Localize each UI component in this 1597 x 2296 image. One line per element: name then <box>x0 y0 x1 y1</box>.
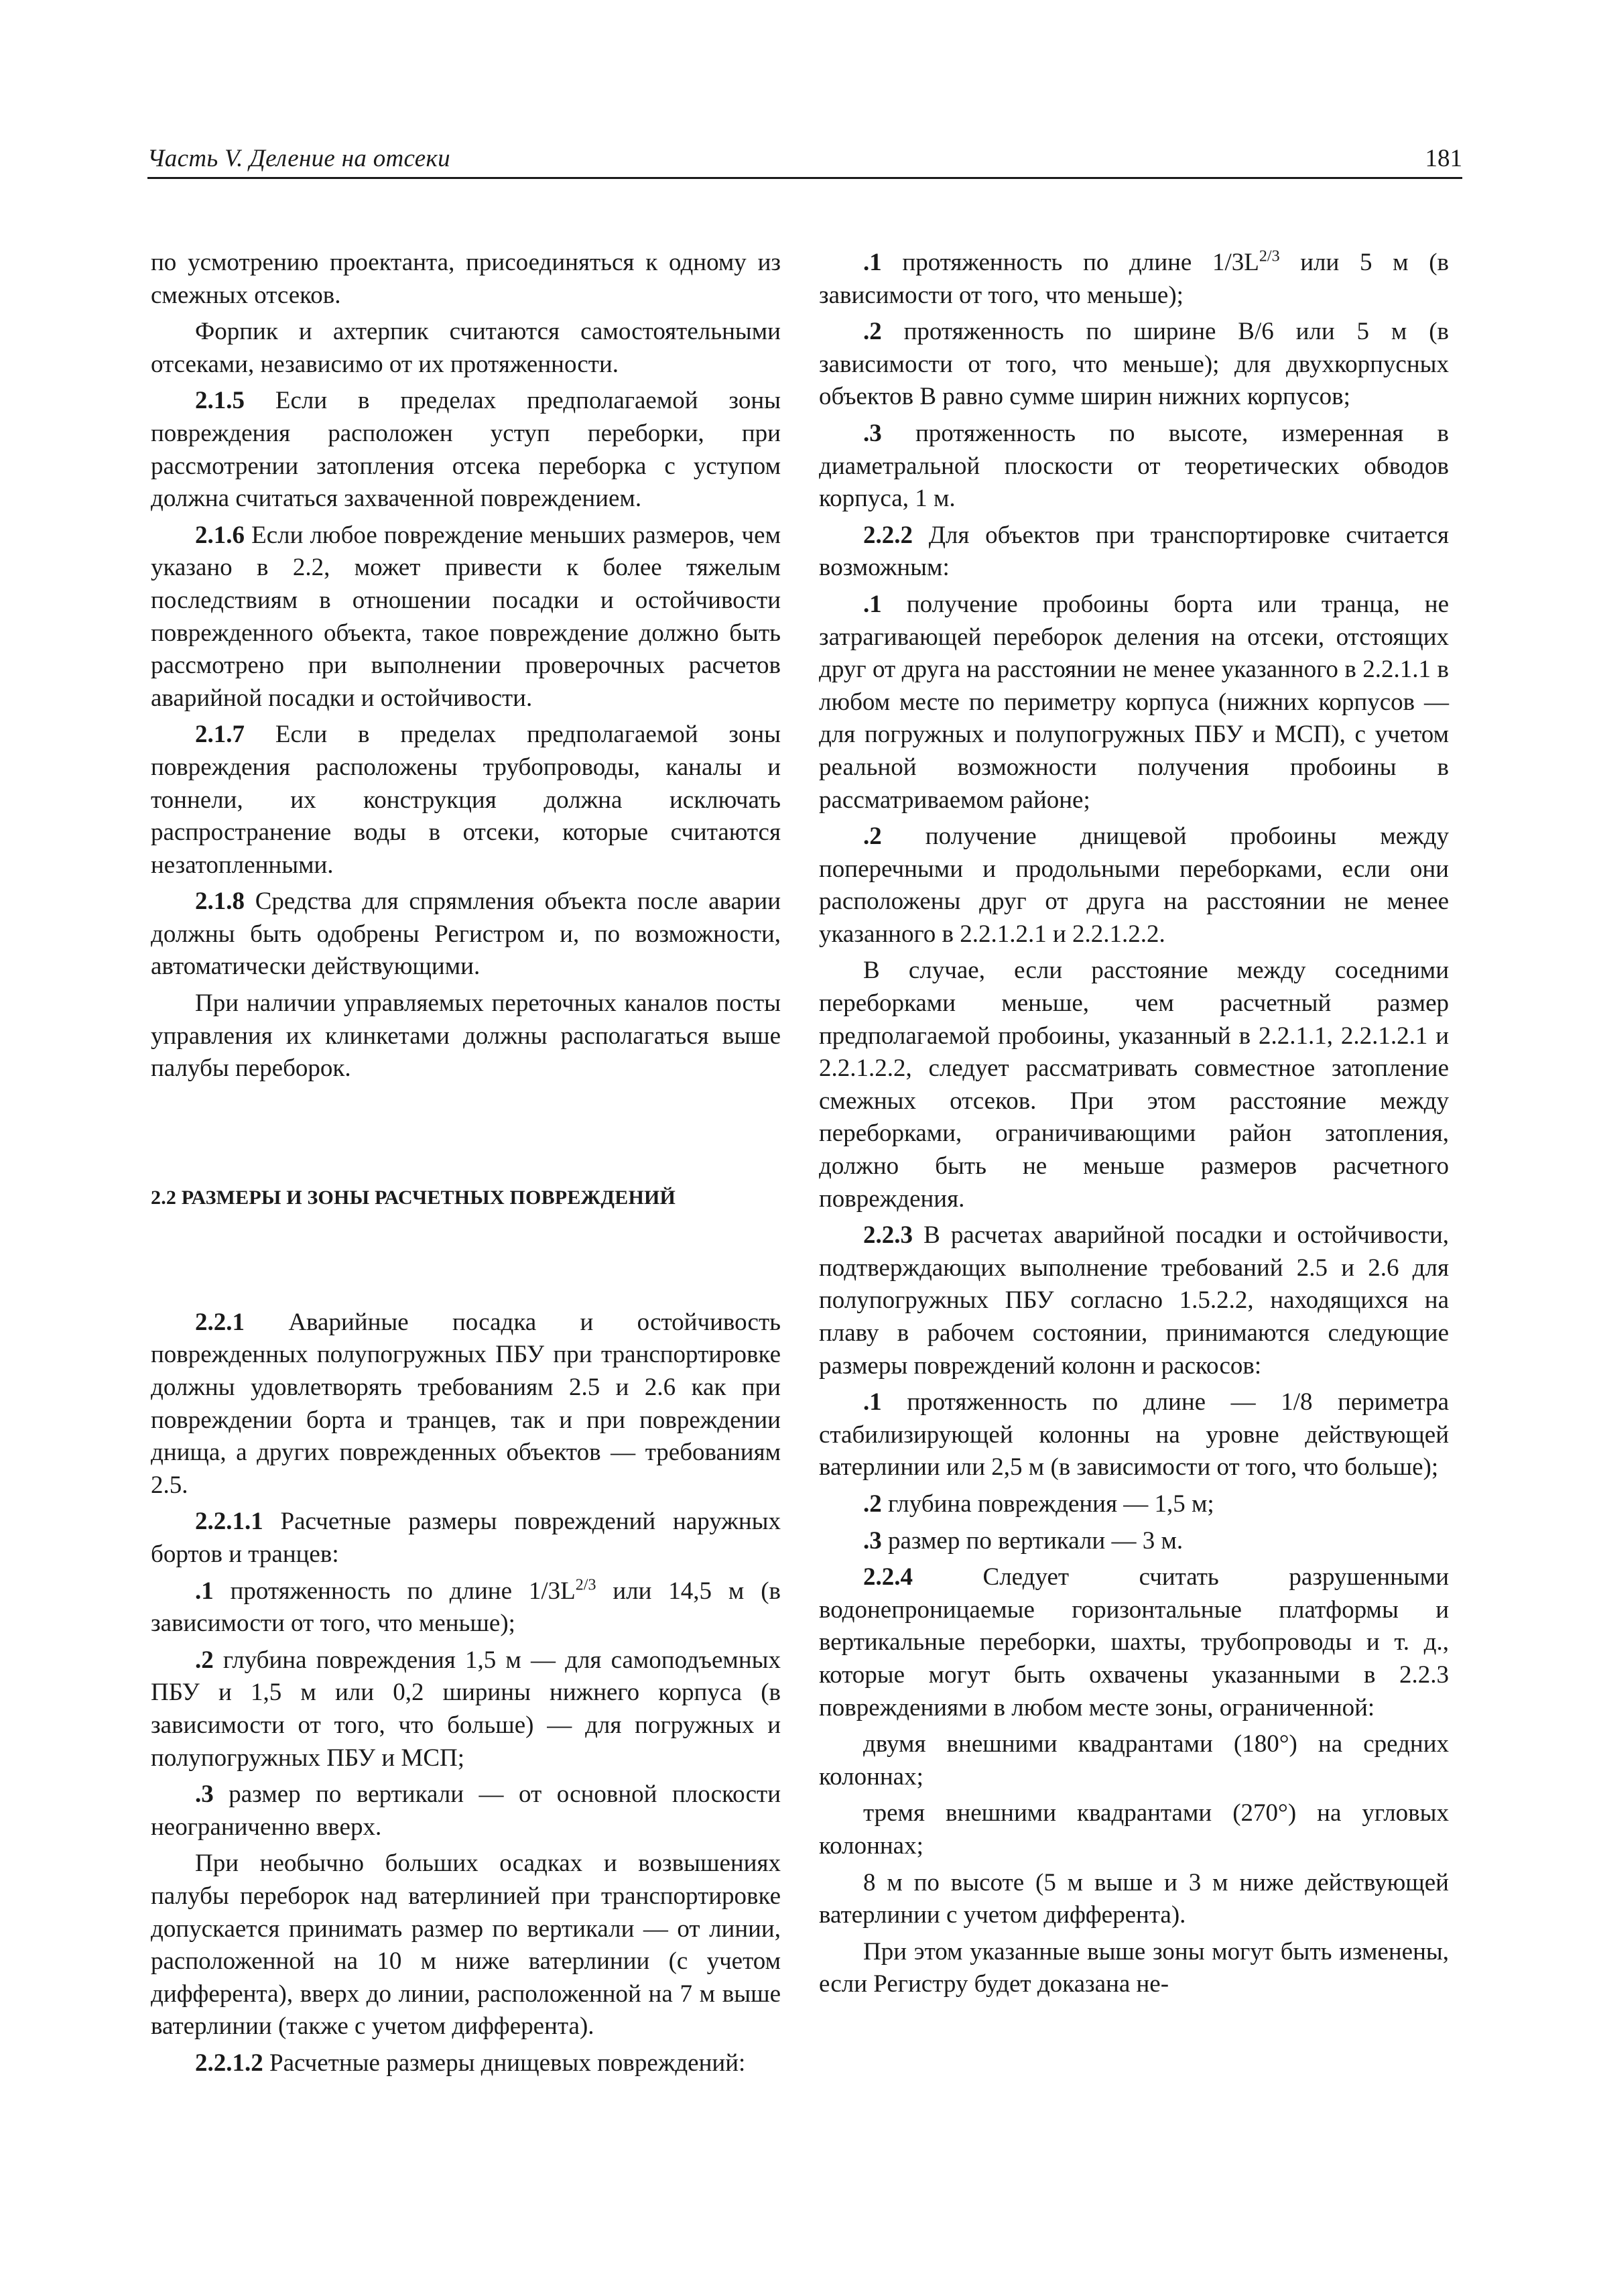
paragraph: При наличии управляемых переточных каналов посты управления их клинкетами должны располагаться выше палубы переборок. <box>151 989 781 1083</box>
paragraph: Форпик и ахтерпик считаются самостоятельными отсеками, независимо от их протяженности. <box>151 318 781 378</box>
item-text: протяженность по длине 1/3L <box>213 1577 576 1605</box>
item-number: .3 <box>195 1780 214 1809</box>
clause-text: Средства для спрямления объекта после аварии должны быть одобрены Регистром и, по возможности, автоматически действующими. <box>151 888 781 981</box>
paragraph <box>819 316 1449 414</box>
clause-number: 2.2.3 <box>863 1221 913 1250</box>
paragraph <box>151 1644 781 1774</box>
left-column <box>151 247 781 2084</box>
paragraph <box>151 886 781 983</box>
item-number: .1 <box>863 590 882 618</box>
paragraph <box>819 1386 1449 1484</box>
paragraph <box>819 520 1449 585</box>
paragraph: тремя внешними квадрантами (270°) на угловых колоннах; <box>819 1799 1449 1860</box>
paragraph <box>819 589 1449 817</box>
clause-number: 2.2.1.2 <box>195 2049 263 2077</box>
item-text: получение днищевой пробоины между поперечными и продольными переборками, если они расположены друг от друга на расстоянии не менее указанного в 2.2.1.2.1 и 2.2.1.2.2. <box>819 823 1449 948</box>
superscript: 2/3 <box>1259 247 1280 265</box>
paragraph: В случае, если расстояние между соседними переборками меньше, чем расчетный размер предполагаемой пробоины, указанный в 2.2.1.1, 2.2.1.2.1 и 2.2.1.2.2, следует рассматривать совместное затопление смежных отсеков. При этом расстояние между переборками, ограничивающими район затопления, должно быть не меньше размеров расчетного повреждения. <box>819 957 1449 1213</box>
clause-number: 2.2.1 <box>195 1308 245 1336</box>
clause-text: Расчетные размеры днищевых повреждений: <box>263 2049 746 2077</box>
item-number: .2 <box>863 318 882 346</box>
clause-text: Если любое повреждение меньших размеров, чем указано в 2.2, может привести к более тяжелым последствиям в отношении посадки и остойчивости поврежденного объекта, такое повреждение должно быть рассмотрено при выполнении проверочных расчетов аварийной посадки и остойчивости. <box>151 521 781 712</box>
clause-number: 2.1.6 <box>195 521 245 549</box>
paragraph <box>151 1506 781 1571</box>
section-title: 2.2 РАЗМЕРЫ И ЗОНЫ РАСЧЕТНЫХ ПОВРЕЖДЕНИЙ <box>151 1186 676 1209</box>
item-number: .1 <box>195 1577 214 1605</box>
item-text: протяженность по длине — 1/8 периметра стабилизирующей колонны на уровне действующей ватерлинии или 2,5 м (в зависимости от того, что больше); <box>819 1388 1449 1482</box>
running-header <box>147 134 1462 179</box>
paragraph: При необычно больших осадках и возвышениях палубы переборок над ватерлинией при транспортировке допускается принимать размер по вертикали — от линии, расположенной на 10 м ниже ватерлинии (с учетом дифферента), вверх до линии, расположенной на 7 м выше ватерлинии (также с учетом дифферента). <box>151 1850 781 2041</box>
paragraph <box>151 719 781 882</box>
item-text: размер по вертикали — от основной плоскости неограниченно вверх. <box>151 1780 781 1841</box>
right-column <box>819 247 1449 2005</box>
paragraph <box>819 1219 1449 1382</box>
superscript: 2/3 <box>575 1576 596 1594</box>
item-number: .1 <box>863 1388 882 1416</box>
clause-number: 2.1.7 <box>195 721 245 749</box>
page-number: 181 <box>1425 145 1462 172</box>
paragraph <box>151 520 781 715</box>
clause-text: Для объектов при транспортировке считается возможным: <box>819 521 1449 582</box>
item-text: протяженность по длине 1/3L <box>881 249 1259 276</box>
paragraph <box>819 1561 1449 1724</box>
item-text: или 5 м (в зависимости от того, что меньше); <box>819 249 1449 309</box>
paragraph <box>819 418 1449 516</box>
clause-text: Расчетные размеры повреждений наружных бортов и транцев: <box>151 1508 781 1568</box>
item-number: .2 <box>863 1490 882 1518</box>
item-number: .3 <box>863 1526 882 1555</box>
paragraph <box>819 1525 1449 1558</box>
item-text: глубина повреждения 1,5 м — для самоподъемных ПБУ и 1,5 м или 0,2 ширины нижнего корпуса (в зависимости от того, что больше) — для погружных и полупогружных ПБУ и МСП; <box>151 1646 781 1772</box>
clause-number: 2.2.2 <box>863 521 913 549</box>
item-text: глубина повреждения — 1,5 м; <box>881 1490 1214 1518</box>
header-title: Часть V. Деление на отсеки <box>147 145 450 172</box>
item-text: размер по вертикали — 3 м. <box>881 1526 1184 1555</box>
item-number: .2 <box>863 823 882 851</box>
clause-number: 2.2.4 <box>863 1563 913 1591</box>
paragraph: двумя внешними квадрантами (180°) на средних колоннах; <box>819 1730 1449 1791</box>
paragraph <box>151 1778 781 1844</box>
paragraph <box>151 385 781 515</box>
paragraph <box>819 821 1449 951</box>
clause-text: Если в пределах предполагаемой зоны повреждения расположен уступ переборки, при рассмотрении затопления отсека переборка с уступом должна считаться захваченной повреждением. <box>151 387 781 513</box>
paragraph: 8 м по высоте (5 м выше и 3 м ниже действующей ватерлинии с учетом дифферента). <box>819 1868 1449 1929</box>
paragraph: При этом указанные выше зоны могут быть изменены, если Регистру будет доказана не- <box>819 1937 1449 1998</box>
paragraph <box>151 2047 781 2080</box>
clause-number: 2.1.5 <box>195 387 245 415</box>
item-text: получение пробоины борта или транца, не затрагивающей переборок деления на отсеки, отстоящих друг от друга на расстоянии не менее указанного в 2.2.1.1 в любом месте по периметру корпуса (нижних корпусов — для погружных и полупогружных ПБУ и МСП), с учетом реальной возможности получения пробоины в рассматриваемом районе; <box>819 590 1449 814</box>
clause-text: Следует считать разрушенными водонепроницаемые горизонтальные платформы и вертикальные переборки, шахты, трубопроводы и т. д., которые могут быть охвачены указанными в 2.2.3 повреждениями в любом месте зоны, ограниченной: <box>819 1563 1449 1721</box>
item-number: .1 <box>863 249 882 276</box>
paragraph <box>819 1488 1449 1521</box>
clause-text: Если в пределах предполагаемой зоны повреждения расположены трубопроводы, каналы и тоннели, их конструкция должна исключать распространение воды в отсеки, которые считаются незатопленными. <box>151 721 781 879</box>
item-text: протяженность по ширине B/6 или 5 м (в зависимости от того, что меньше); для двухкорпусных объектов B равно сумме ширин нижних корпусов; <box>819 318 1449 411</box>
item-number: .3 <box>863 419 882 447</box>
item-text: протяженность по высоте, измеренная в диаметральной плоскости от теоретических обводов корпуса, 1 м. <box>819 419 1449 513</box>
paragraph <box>151 1307 781 1502</box>
item-number: .2 <box>195 1646 214 1674</box>
clause-number: 2.1.8 <box>195 888 245 916</box>
paragraph <box>151 1575 781 1640</box>
paragraph: по усмотрению проектанта, присоединяться к одному из смежных отсеков. <box>151 249 781 309</box>
clause-text: В расчетах аварийной посадки и остойчивости, подтверждающих выполнение требований 2.5 и 2.6 для полупогружных ПБУ согласно 1.5.2.2, находящихся на плаву в рабочем состоянии, принимаются следующие размеры повреждений колонн и раскосов: <box>819 1221 1449 1380</box>
clause-text: Аварийные посадка и остойчивость поврежденных полупогружных ПБУ при транспортировке должны удовлетворять требованиям 2.5 и 2.6 как при повреждении борта и транцев, так и при повреждении днища, а других поврежденных объектов — требованиям 2.5. <box>151 1308 781 1499</box>
paragraph <box>819 247 1449 312</box>
clause-number: 2.2.1.1 <box>195 1508 263 1536</box>
item-text: или 14,5 м (в зависимости от того, что меньше); <box>151 1577 781 1638</box>
